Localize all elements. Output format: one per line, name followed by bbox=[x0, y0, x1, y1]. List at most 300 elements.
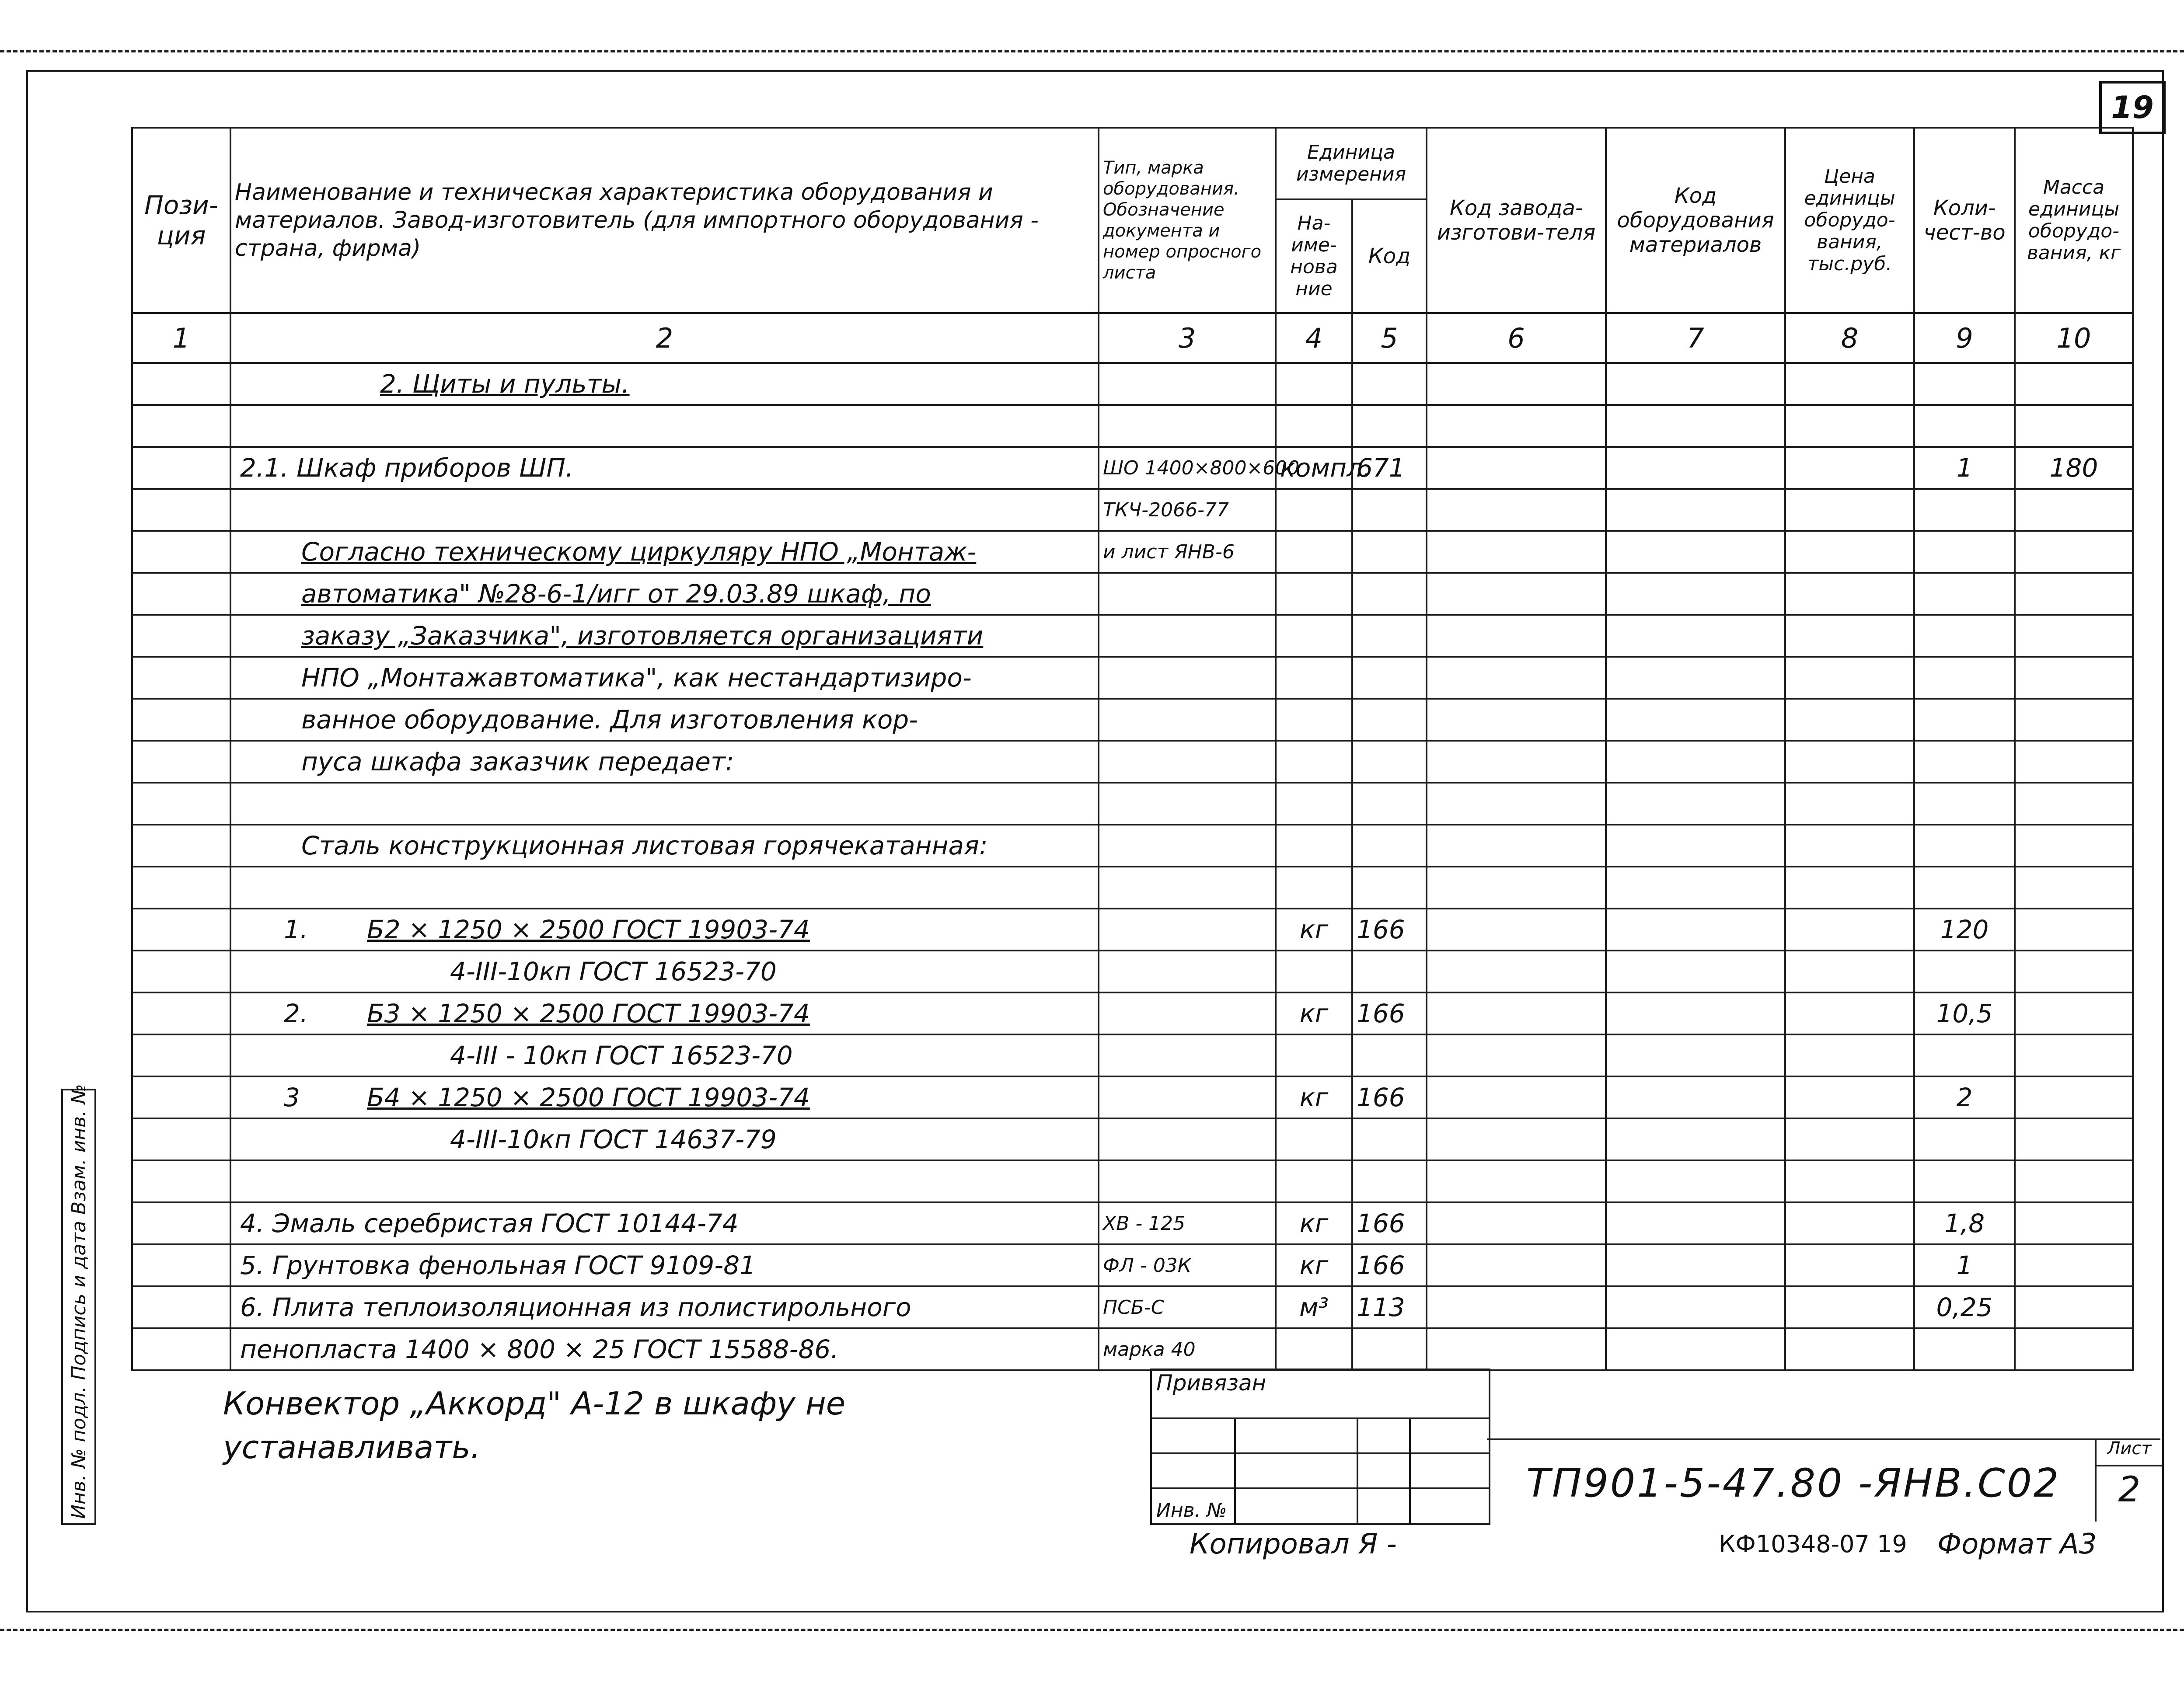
item-spec: 4-III-10кп ГОСТ 14637-79 bbox=[450, 1125, 777, 1154]
position-cell bbox=[132, 699, 230, 741]
unit-code-cell: 166 bbox=[1352, 1202, 1427, 1244]
table-row bbox=[132, 1286, 2133, 1328]
note bbox=[223, 1382, 845, 1469]
quantity-cell: 0,25 bbox=[1914, 1286, 2015, 1328]
position-cell bbox=[132, 363, 230, 405]
column-number: 2 bbox=[230, 313, 1099, 363]
table-row bbox=[132, 1160, 2133, 1202]
equipment-code-cell bbox=[1606, 615, 1785, 657]
unit-name-cell bbox=[1276, 1160, 1352, 1202]
column-number: 10 bbox=[2015, 313, 2133, 363]
position-cell bbox=[132, 1328, 230, 1370]
binding-stamp bbox=[1150, 1369, 1490, 1525]
unit-name-cell bbox=[1276, 573, 1352, 615]
table-row bbox=[132, 909, 2133, 951]
unit-code-cell: 166 bbox=[1352, 1244, 1427, 1286]
unit-name-cell bbox=[1276, 1034, 1352, 1076]
factory-code-cell bbox=[1427, 1160, 1606, 1202]
stamp-label: Привязан bbox=[1156, 1370, 1266, 1396]
quantity-cell bbox=[1914, 531, 2015, 573]
table-row bbox=[132, 531, 2133, 573]
quantity-cell bbox=[1914, 363, 2015, 405]
position-cell bbox=[132, 1160, 230, 1202]
unit-code-cell bbox=[1352, 363, 1427, 405]
factory-code-cell bbox=[1427, 783, 1606, 825]
price-cell bbox=[1785, 573, 1914, 615]
quantity-cell bbox=[1914, 867, 2015, 909]
header-equipment-code: Код оборудования материалов bbox=[1606, 128, 1785, 313]
quantity-cell: 1 bbox=[1914, 1244, 2015, 1286]
factory-code-cell bbox=[1427, 992, 1606, 1034]
table-row bbox=[132, 489, 2133, 531]
type-cell bbox=[1099, 867, 1276, 909]
note-line: устанавливать. bbox=[223, 1429, 481, 1466]
unit-code-cell bbox=[1352, 699, 1427, 741]
unit-name-cell bbox=[1276, 741, 1352, 783]
factory-code-cell bbox=[1427, 447, 1606, 489]
name-cell bbox=[230, 992, 1099, 1034]
mass-cell bbox=[2015, 1244, 2133, 1286]
item-number: 2. bbox=[284, 999, 308, 1028]
equipment-code-cell bbox=[1606, 1160, 1785, 1202]
quantity-cell bbox=[1914, 489, 2015, 531]
price-cell bbox=[1785, 741, 1914, 783]
type-cell bbox=[1099, 1034, 1276, 1076]
position-cell bbox=[132, 1034, 230, 1076]
type-cell: ХВ - 125 bbox=[1099, 1202, 1276, 1244]
unit-code-cell bbox=[1352, 657, 1427, 699]
equipment-code-cell bbox=[1606, 699, 1785, 741]
unit-name-cell bbox=[1276, 783, 1352, 825]
unit-name-cell bbox=[1276, 1328, 1352, 1370]
unit-name-cell: кг bbox=[1276, 909, 1352, 951]
column-number: 1 bbox=[132, 313, 230, 363]
position-cell bbox=[132, 615, 230, 657]
factory-code-cell bbox=[1427, 825, 1606, 867]
unit-code-cell: 113 bbox=[1352, 1286, 1427, 1328]
type-cell bbox=[1099, 1118, 1276, 1160]
column-number: 5 bbox=[1352, 313, 1427, 363]
table-row bbox=[132, 1034, 2133, 1076]
name-cell: автоматика" №28-6-1/игг от 29.03.89 шкаф, по bbox=[230, 573, 1099, 615]
price-cell bbox=[1785, 951, 1914, 992]
factory-code-cell bbox=[1427, 1118, 1606, 1160]
unit-code-cell bbox=[1352, 783, 1427, 825]
mass-cell bbox=[2015, 405, 2133, 447]
unit-code-cell bbox=[1352, 573, 1427, 615]
price-cell bbox=[1785, 1202, 1914, 1244]
factory-code-cell bbox=[1427, 1328, 1606, 1370]
mass-cell bbox=[2015, 1202, 2133, 1244]
quantity-cell bbox=[1914, 1034, 2015, 1076]
quantity-cell bbox=[1914, 951, 2015, 992]
name-cell bbox=[230, 867, 1099, 909]
equipment-code-cell bbox=[1606, 489, 1785, 531]
price-cell bbox=[1785, 909, 1914, 951]
position-cell bbox=[132, 447, 230, 489]
mass-cell bbox=[2015, 363, 2133, 405]
name-cell bbox=[230, 489, 1099, 531]
mass-cell bbox=[2015, 1286, 2133, 1328]
unit-code-cell bbox=[1352, 531, 1427, 573]
equipment-code-cell bbox=[1606, 951, 1785, 992]
price-cell bbox=[1785, 1244, 1914, 1286]
table-row bbox=[132, 405, 2133, 447]
price-cell bbox=[1785, 1286, 1914, 1328]
column-number: 9 bbox=[1914, 313, 2015, 363]
equipment-code-cell bbox=[1606, 657, 1785, 699]
factory-code-cell bbox=[1427, 909, 1606, 951]
position-cell bbox=[132, 783, 230, 825]
mass-cell bbox=[2015, 783, 2133, 825]
name-cell: НПО „Монтажавтоматика", как нестандартизиро- bbox=[230, 657, 1099, 699]
type-cell bbox=[1099, 741, 1276, 783]
price-cell bbox=[1785, 783, 1914, 825]
table-row bbox=[132, 1076, 2133, 1118]
quantity-cell: 1 bbox=[1914, 447, 2015, 489]
name-cell bbox=[230, 1160, 1099, 1202]
factory-code-cell bbox=[1427, 741, 1606, 783]
unit-name-cell: кг bbox=[1276, 1244, 1352, 1286]
unit-name-cell: компл. bbox=[1276, 447, 1352, 489]
type-cell: ПСБ-С bbox=[1099, 1286, 1276, 1328]
mass-cell bbox=[2015, 1160, 2133, 1202]
quantity-cell: 1,8 bbox=[1914, 1202, 2015, 1244]
column-number-row bbox=[132, 313, 2133, 363]
type-cell bbox=[1099, 909, 1276, 951]
document-code: ТП901-5-47.80 -ЯНВ.С02 bbox=[1526, 1460, 2061, 1506]
mass-cell bbox=[2015, 531, 2133, 573]
equipment-code-cell bbox=[1606, 909, 1785, 951]
mass-cell bbox=[2015, 1118, 2133, 1160]
quantity-cell bbox=[1914, 825, 2015, 867]
name-cell bbox=[230, 783, 1099, 825]
table-row bbox=[132, 1202, 2133, 1244]
position-cell bbox=[132, 573, 230, 615]
position-cell bbox=[132, 1244, 230, 1286]
unit-name-cell bbox=[1276, 657, 1352, 699]
factory-code-cell bbox=[1427, 615, 1606, 657]
factory-code-cell bbox=[1427, 1286, 1606, 1328]
unit-name-cell: кг bbox=[1276, 1202, 1352, 1244]
price-cell bbox=[1785, 1076, 1914, 1118]
equipment-code-cell bbox=[1606, 1202, 1785, 1244]
name-cell: 6. Плита теплоизоляционная из полистирольного bbox=[230, 1286, 1099, 1328]
item-spec: Б4 × 1250 × 2500 ГОСТ 19903-74 bbox=[367, 1083, 810, 1112]
position-cell bbox=[132, 405, 230, 447]
unit-name-cell bbox=[1276, 867, 1352, 909]
price-cell bbox=[1785, 615, 1914, 657]
type-cell: и лист ЯНВ-6 bbox=[1099, 531, 1276, 573]
unit-code-cell: 671 bbox=[1352, 447, 1427, 489]
equipment-code-cell bbox=[1606, 573, 1785, 615]
equipment-code-cell bbox=[1606, 531, 1785, 573]
column-number: 3 bbox=[1099, 313, 1276, 363]
position-cell bbox=[132, 909, 230, 951]
name-cell: ванное оборудование. Для изготовления кор- bbox=[230, 699, 1099, 741]
column-number: 6 bbox=[1427, 313, 1606, 363]
quantity-cell bbox=[1914, 657, 2015, 699]
type-cell bbox=[1099, 992, 1276, 1034]
type-cell bbox=[1099, 825, 1276, 867]
price-cell bbox=[1785, 1118, 1914, 1160]
position-cell bbox=[132, 741, 230, 783]
unit-code-cell bbox=[1352, 1328, 1427, 1370]
type-cell bbox=[1099, 783, 1276, 825]
unit-code-cell: 166 bbox=[1352, 992, 1427, 1034]
equipment-code-cell bbox=[1606, 405, 1785, 447]
unit-name-cell bbox=[1276, 951, 1352, 992]
factory-code-cell bbox=[1427, 363, 1606, 405]
unit-code-cell bbox=[1352, 1034, 1427, 1076]
mass-cell bbox=[2015, 699, 2133, 741]
mass-cell: 180 bbox=[2015, 447, 2133, 489]
position-cell bbox=[132, 1076, 230, 1118]
mass-cell bbox=[2015, 992, 2133, 1034]
position-cell bbox=[132, 992, 230, 1034]
unit-name-cell bbox=[1276, 1118, 1352, 1160]
item-spec: 4-III - 10кп ГОСТ 16523-70 bbox=[450, 1041, 793, 1070]
quantity-cell: 10,5 bbox=[1914, 992, 2015, 1034]
table-row bbox=[132, 573, 2133, 615]
type-cell: ФЛ - 03К bbox=[1099, 1244, 1276, 1286]
specification-table bbox=[131, 127, 2134, 1371]
side-approval-stamp bbox=[61, 1084, 96, 1525]
type-cell bbox=[1099, 699, 1276, 741]
equipment-code-cell bbox=[1606, 825, 1785, 867]
header-factory-code: Код завода-изготови-теля bbox=[1427, 128, 1606, 313]
name-cell bbox=[230, 405, 1099, 447]
price-cell bbox=[1785, 531, 1914, 573]
side-stamp-text: Инв. № подл. Подпись и дата Взам. инв. № bbox=[68, 1084, 90, 1519]
quantity-cell bbox=[1914, 1160, 2015, 1202]
equipment-code-cell bbox=[1606, 1034, 1785, 1076]
factory-code-cell bbox=[1427, 573, 1606, 615]
price-cell bbox=[1785, 657, 1914, 699]
type-cell bbox=[1099, 1160, 1276, 1202]
equipment-code-cell bbox=[1606, 1076, 1785, 1118]
factory-code-cell bbox=[1427, 489, 1606, 531]
price-cell bbox=[1785, 489, 1914, 531]
unit-code-cell bbox=[1352, 1160, 1427, 1202]
header-unit-code: Код bbox=[1352, 199, 1427, 313]
equipment-code-cell bbox=[1606, 1286, 1785, 1328]
table-row bbox=[132, 783, 2133, 825]
name-cell: 4. Эмаль серебристая ГОСТ 10144-74 bbox=[230, 1202, 1099, 1244]
position-cell bbox=[132, 951, 230, 992]
mass-cell bbox=[2015, 867, 2133, 909]
name-cell: пуса шкафа заказчик передает: bbox=[230, 741, 1099, 783]
factory-code-cell bbox=[1427, 1034, 1606, 1076]
mass-cell bbox=[2015, 1076, 2133, 1118]
copied-by: Копировал Я - bbox=[1190, 1528, 1397, 1560]
mass-cell bbox=[2015, 909, 2133, 951]
mass-cell bbox=[2015, 615, 2133, 657]
name-cell: Сталь конструкционная листовая горячекатанная: bbox=[230, 825, 1099, 867]
position-cell bbox=[132, 657, 230, 699]
header-unit-name: На-име-нова ние bbox=[1276, 199, 1352, 313]
unit-code-cell bbox=[1352, 951, 1427, 992]
table-row bbox=[132, 447, 2133, 489]
quantity-cell bbox=[1914, 1118, 2015, 1160]
position-cell bbox=[132, 489, 230, 531]
position-cell bbox=[132, 867, 230, 909]
table-row bbox=[132, 825, 2133, 867]
mass-cell bbox=[2015, 741, 2133, 783]
price-cell bbox=[1785, 825, 1914, 867]
factory-code-cell bbox=[1427, 1202, 1606, 1244]
table-row bbox=[132, 1118, 2133, 1160]
table-row bbox=[132, 615, 2133, 657]
mass-cell bbox=[2015, 951, 2133, 992]
type-cell: марка 40 bbox=[1099, 1328, 1276, 1370]
factory-code-cell bbox=[1427, 405, 1606, 447]
table-row bbox=[132, 1244, 2133, 1286]
stamp-inv-label: Инв. № bbox=[1156, 1499, 1227, 1522]
price-cell bbox=[1785, 867, 1914, 909]
name-cell: 2.1. Шкаф приборов ШП. bbox=[230, 447, 1099, 489]
format-label: Формат А3 bbox=[1937, 1528, 2097, 1560]
price-cell bbox=[1785, 1160, 1914, 1202]
column-number: 7 bbox=[1606, 313, 1785, 363]
name-cell bbox=[230, 951, 1099, 992]
type-cell bbox=[1099, 951, 1276, 992]
type-cell bbox=[1099, 405, 1276, 447]
unit-name-cell bbox=[1276, 825, 1352, 867]
type-cell bbox=[1099, 363, 1276, 405]
name-cell bbox=[230, 1118, 1099, 1160]
unit-name-cell: кг bbox=[1276, 992, 1352, 1034]
position-cell bbox=[132, 825, 230, 867]
quantity-cell bbox=[1914, 573, 2015, 615]
price-cell bbox=[1785, 992, 1914, 1034]
position-cell bbox=[132, 1202, 230, 1244]
quantity-cell bbox=[1914, 699, 2015, 741]
mass-cell bbox=[2015, 1328, 2133, 1370]
position-cell bbox=[132, 531, 230, 573]
title-block-rule bbox=[1487, 1438, 2160, 1440]
header-position: Пози-ция bbox=[132, 128, 230, 313]
factory-code-cell bbox=[1427, 657, 1606, 699]
name-cell: 5. Грунтовка фенольная ГОСТ 9109-81 bbox=[230, 1244, 1099, 1286]
unit-name-cell bbox=[1276, 363, 1352, 405]
equipment-code-cell bbox=[1606, 741, 1785, 783]
name-cell: Согласно техническому циркуляру НПО „Монтаж- bbox=[230, 531, 1099, 573]
mass-cell bbox=[2015, 489, 2133, 531]
position-cell bbox=[132, 1286, 230, 1328]
column-number: 4 bbox=[1276, 313, 1352, 363]
equipment-code-cell bbox=[1606, 867, 1785, 909]
unit-code-cell bbox=[1352, 867, 1427, 909]
unit-code-cell bbox=[1352, 825, 1427, 867]
name-cell: заказу „Заказчика", изготовляется организацияти bbox=[230, 615, 1099, 657]
price-cell bbox=[1785, 447, 1914, 489]
item-number: 3 bbox=[284, 1083, 300, 1112]
factory-code-cell bbox=[1427, 1076, 1606, 1118]
factory-code-cell bbox=[1427, 1244, 1606, 1286]
item-spec: Б2 × 1250 × 2500 ГОСТ 19903-74 bbox=[367, 915, 810, 944]
item-number: 1. bbox=[284, 915, 308, 944]
mass-cell bbox=[2015, 825, 2133, 867]
quantity-cell bbox=[1914, 783, 2015, 825]
bottom-cut-line bbox=[0, 1629, 2184, 1631]
unit-code-cell bbox=[1352, 405, 1427, 447]
price-cell bbox=[1785, 1328, 1914, 1370]
table-row bbox=[132, 363, 2133, 405]
name-cell bbox=[230, 909, 1099, 951]
table-row bbox=[132, 951, 2133, 992]
unit-code-cell bbox=[1352, 741, 1427, 783]
table-body bbox=[132, 363, 2133, 1370]
position-cell bbox=[132, 1118, 230, 1160]
header-name: Наименование и техническая характеристика оборудования и материалов. Завод-изготовитель (для импортного оборудования - страна, фирма) bbox=[230, 128, 1099, 313]
type-cell bbox=[1099, 1076, 1276, 1118]
top-cut-line bbox=[0, 50, 2184, 52]
unit-code-cell: 166 bbox=[1352, 1076, 1427, 1118]
type-cell bbox=[1099, 657, 1276, 699]
quantity-cell: 120 bbox=[1914, 909, 2015, 951]
unit-code-cell bbox=[1352, 1118, 1427, 1160]
column-number: 8 bbox=[1785, 313, 1914, 363]
quantity-cell bbox=[1914, 615, 2015, 657]
header-price: Цена единицы оборудо-вания, тыс.руб. bbox=[1785, 128, 1914, 313]
type-cell: ТКЧ-2066-77 bbox=[1099, 489, 1276, 531]
mass-cell bbox=[2015, 573, 2133, 615]
note-line: Конвектор „Аккорд" А-12 в шкафу не bbox=[223, 1385, 846, 1422]
header-unit-group: Единица измерения bbox=[1276, 128, 1427, 199]
unit-code-cell bbox=[1352, 615, 1427, 657]
equipment-code-cell bbox=[1606, 1118, 1785, 1160]
unit-name-cell bbox=[1276, 405, 1352, 447]
header-row bbox=[132, 128, 2133, 199]
type-cell: ШО 1400×800×600 bbox=[1099, 447, 1276, 489]
table-row bbox=[132, 699, 2133, 741]
unit-name-cell bbox=[1276, 489, 1352, 531]
type-cell bbox=[1099, 615, 1276, 657]
mass-cell bbox=[2015, 657, 2133, 699]
table-row bbox=[132, 992, 2133, 1034]
item-spec: Б3 × 1250 × 2500 ГОСТ 19903-74 bbox=[367, 999, 810, 1028]
equipment-code-cell bbox=[1606, 1244, 1785, 1286]
price-cell bbox=[1785, 699, 1914, 741]
table-row bbox=[132, 1328, 2133, 1370]
equipment-code-cell bbox=[1606, 1328, 1785, 1370]
equipment-code-cell bbox=[1606, 363, 1785, 405]
unit-name-cell bbox=[1276, 699, 1352, 741]
header-type: Тип, марка оборудования. Обозначение документа и номер опросного листа bbox=[1099, 128, 1276, 313]
sheet-top-number: 19 bbox=[2099, 81, 2166, 134]
price-cell bbox=[1785, 405, 1914, 447]
unit-code-cell bbox=[1352, 489, 1427, 531]
sheet-label: Лист bbox=[2097, 1438, 2162, 1466]
type-cell bbox=[1099, 573, 1276, 615]
table-row bbox=[132, 657, 2133, 699]
table-row bbox=[132, 867, 2133, 909]
factory-code-cell bbox=[1427, 699, 1606, 741]
unit-name-cell bbox=[1276, 531, 1352, 573]
unit-name-cell: кг bbox=[1276, 1076, 1352, 1118]
sheet-number: 2 bbox=[2118, 1469, 2141, 1510]
equipment-code-cell bbox=[1606, 783, 1785, 825]
mass-cell bbox=[2015, 1034, 2133, 1076]
price-cell bbox=[1785, 1034, 1914, 1076]
factory-code-cell bbox=[1427, 531, 1606, 573]
price-cell bbox=[1785, 363, 1914, 405]
name-cell bbox=[230, 1076, 1099, 1118]
item-spec: 4-III-10кп ГОСТ 16523-70 bbox=[450, 957, 777, 986]
factory-code-cell bbox=[1427, 867, 1606, 909]
header-quantity: Коли-чест-во bbox=[1914, 128, 2015, 313]
